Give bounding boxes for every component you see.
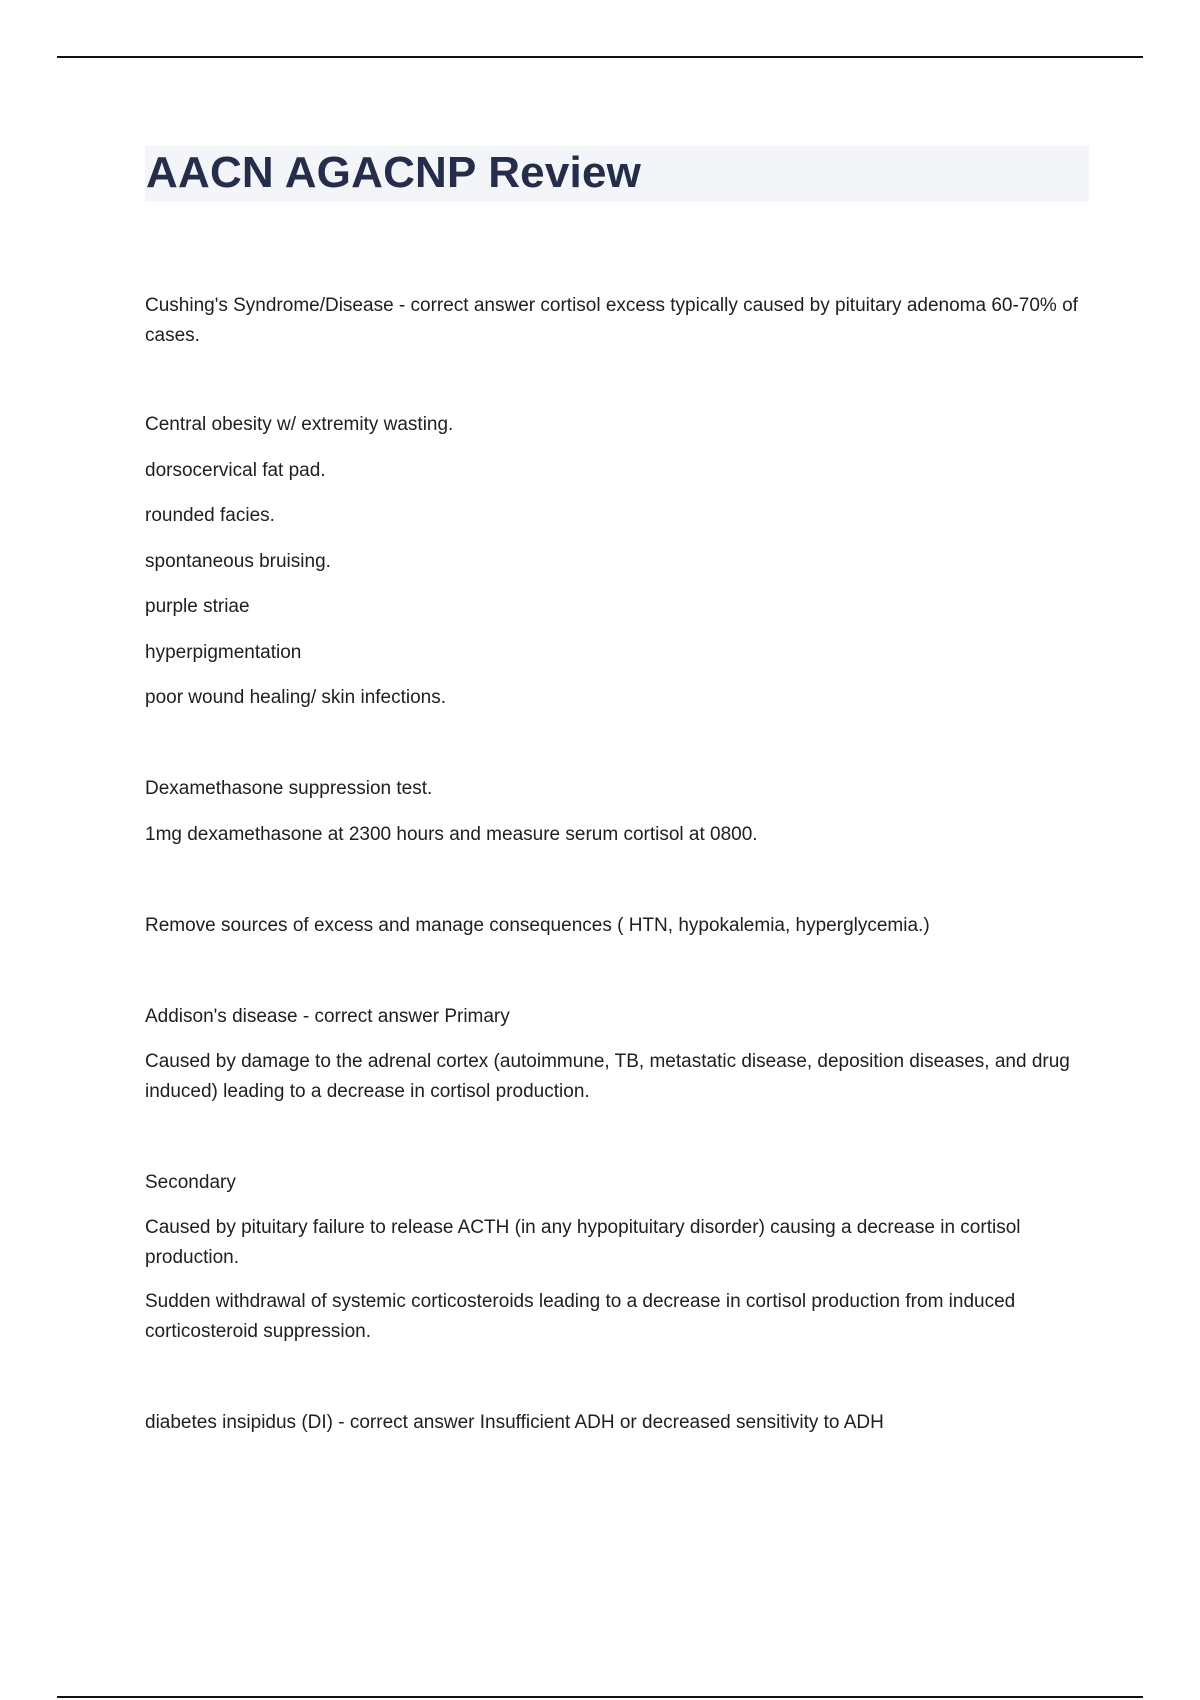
paragraph-rounded-facies: rounded facies. — [145, 505, 275, 526]
paragraph-primary-cause: Caused by damage to the adrenal cortex (autoimmune, TB, metastatic disease, deposition diseases, and drug induced) leading to a decrease in cortisol production. — [145, 1051, 1070, 1102]
paragraph-dorsocervical: dorsocervical fat pad. — [145, 460, 326, 481]
paragraph-dexamethasone-dose: 1mg dexamethasone at 2300 hours and measure serum cortisol at 0800. — [145, 824, 758, 845]
paragraph-central-obesity: Central obesity w/ extremity wasting. — [145, 414, 454, 435]
paragraph-addisons: Addison's disease - correct answer Primary — [145, 1006, 510, 1027]
paragraph-cushings: Cushing's Syndrome/Disease - correct answer cortisol excess typically caused by pituitary adenoma 60-70% of cases. — [145, 295, 1078, 346]
page-title: AACN AGACNP Review — [146, 148, 642, 197]
paragraph-remove-sources: Remove sources of excess and manage consequences ( HTN, hypokalemia, hyperglycemia.) — [145, 915, 930, 936]
paragraph-diabetes-insipidus: diabetes insipidus (DI) - correct answer Insufficient ADH or decreased sensitivity to ADH — [145, 1412, 884, 1433]
paragraph-secondary: Secondary — [145, 1172, 236, 1193]
bottom-divider — [57, 1696, 1143, 1698]
paragraph-bruising: spontaneous bruising. — [145, 551, 331, 572]
paragraph-wound-healing: poor wound healing/ skin infections. — [145, 687, 447, 708]
paragraph-withdrawal: Sudden withdrawal of systemic corticosteroids leading to a decrease in cortisol production from induced corticosteroid suppression. — [145, 1291, 1016, 1342]
paragraph-dexamethasone-test: Dexamethasone suppression test. — [145, 778, 433, 799]
top-divider — [57, 56, 1143, 58]
paragraph-striae: purple striae — [145, 596, 250, 617]
paragraph-secondary-cause: Caused by pituitary failure to release ACTH (in any hypopituitary disorder) causing a decrease in cortisol production. — [145, 1217, 1021, 1268]
paragraph-hyperpigmentation: hyperpigmentation — [145, 642, 302, 663]
